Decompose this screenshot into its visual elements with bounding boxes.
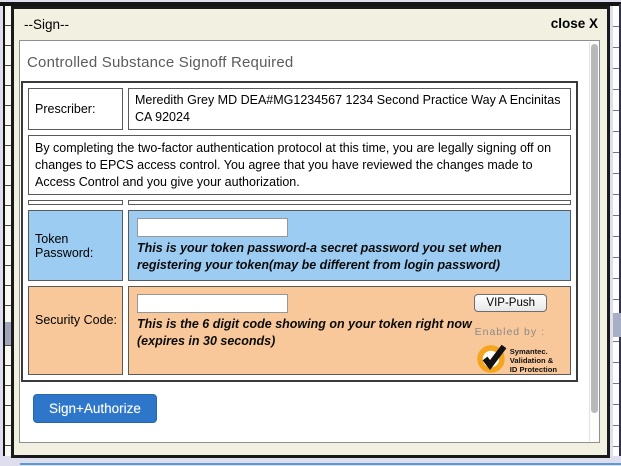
sign-authorize-button[interactable]: Sign+Authorize <box>33 394 157 423</box>
background-bottom-accent-line <box>20 463 621 465</box>
prescriber-label: Prescriber: <box>28 88 123 130</box>
symantec-logo-text <box>510 347 557 374</box>
dialog-body-panel <box>19 40 600 443</box>
enabled-by-label: Enabled by : <box>474 326 545 339</box>
legal-text: By completing the two-factor authentication protocol at this time, you are legally signing off on changes to EPCS access control. You agree that you have reviewed the changes made to Access Control and you give your authorization. <box>28 135 571 196</box>
symantec-logo-line2: Validation & <box>509 356 554 366</box>
sign-dialog <box>11 6 610 458</box>
prescriber-row <box>28 88 571 130</box>
close-button[interactable]: close X <box>550 16 598 31</box>
scrollbar-thumb[interactable] <box>591 44 598 413</box>
security-code-label: Security Code: <box>28 286 123 375</box>
symantec-checkmark-icon <box>477 343 507 373</box>
dialog-titlebar <box>14 9 607 39</box>
legal-text-row <box>28 135 571 196</box>
spacer-row <box>28 200 571 205</box>
security-code-help-line1: This is the 6 digit code showing on your token right now <box>137 317 472 332</box>
page-title: Controlled Substance Signoff Required <box>27 54 294 71</box>
token-password-input[interactable] <box>137 218 288 237</box>
security-code-input[interactable] <box>137 294 288 313</box>
symantec-logo-line3: ID Protection <box>509 365 557 375</box>
symantec-vip-logo <box>477 341 557 374</box>
vip-push-button[interactable]: VIP-Push <box>474 294 547 312</box>
token-password-label: Token Password: <box>28 210 123 281</box>
security-code-help-line2: (expires in 30 seconds) <box>137 334 276 348</box>
security-code-row <box>28 286 571 375</box>
symantec-logo-line1: Symantec. <box>509 347 548 357</box>
background-selected-row-right <box>613 313 621 337</box>
signoff-form-table <box>21 81 578 382</box>
token-password-row <box>28 210 571 281</box>
scrollbar-track[interactable] <box>589 42 599 441</box>
prescriber-value: Meredith Grey MD DEA#MG1234567 1234 Second Practice Way A Encinitas CA 92024 <box>128 88 571 130</box>
dialog-title: --Sign-- <box>24 17 70 32</box>
token-password-help: This is your token password-a secret password you set when registering your token(may be different from login password) <box>137 241 502 273</box>
